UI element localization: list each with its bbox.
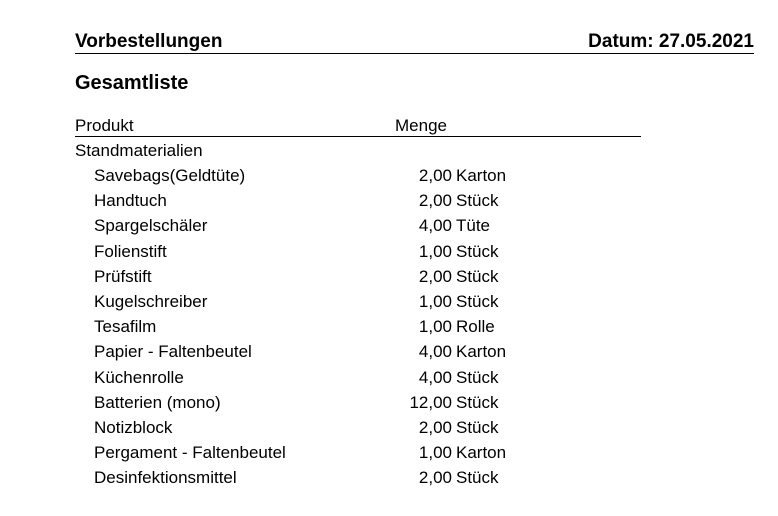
item-name: Desinfektionsmittel <box>94 468 237 488</box>
item-unit: Stück <box>456 191 499 211</box>
item-name: Prüfstift <box>94 266 152 286</box>
item-amount: 2,00 <box>418 468 452 488</box>
item-amount: 2,00 <box>418 166 452 185</box>
list-item <box>0 342 778 367</box>
item-name: Batterien (mono) <box>94 392 221 412</box>
item-amount: 1,00 <box>418 291 452 311</box>
list-item <box>0 267 778 292</box>
column-header-quantity: Menge <box>395 116 447 135</box>
list-item <box>0 418 778 443</box>
category-label: Standmaterialien <box>75 141 203 160</box>
item-name: Küchenrolle <box>94 367 184 387</box>
item-amount: 1,00 <box>418 241 452 261</box>
list-item <box>0 443 778 468</box>
list-item <box>0 166 778 191</box>
item-unit: Karton <box>456 342 507 362</box>
item-unit: Stück <box>456 367 499 387</box>
item-amount: 4,00 <box>418 367 452 387</box>
item-amount: 1,00 <box>418 443 452 463</box>
header-divider <box>75 53 754 54</box>
item-amount: 2,00 <box>418 417 452 437</box>
item-unit: Stück <box>456 392 499 412</box>
column-header-divider <box>75 136 641 137</box>
item-name: Folienstift <box>94 241 167 261</box>
item-unit: Stück <box>456 241 499 261</box>
list-item <box>0 242 778 267</box>
item-unit: Karton <box>456 443 507 463</box>
list-item <box>0 191 778 216</box>
list-item <box>0 216 778 241</box>
item-unit: Stück <box>456 468 499 488</box>
item-amount: 2,00 <box>418 266 452 286</box>
item-name: Papier - Faltenbeutel <box>94 342 252 362</box>
item-name: Handtuch <box>94 191 167 211</box>
list-item <box>0 368 778 393</box>
item-name: Savebags(Geldtüte) <box>94 166 246 185</box>
item-amount: 12,00 <box>409 392 452 412</box>
item-amount: 2,00 <box>418 191 452 211</box>
item-name: Kugelschreiber <box>94 291 208 311</box>
item-amount: 4,00 <box>418 342 452 362</box>
item-amount: 1,00 <box>418 317 452 337</box>
item-amount: 4,00 <box>418 216 452 236</box>
item-unit: Rolle <box>456 317 495 337</box>
list-item <box>0 317 778 342</box>
list-item <box>0 468 778 493</box>
column-header-product: Produkt <box>75 116 134 135</box>
item-unit: Stück <box>456 291 499 311</box>
item-name: Pergament - Faltenbeutel <box>94 443 286 463</box>
report-date: Datum: 27.05.2021 <box>588 31 754 52</box>
item-unit: Stück <box>456 417 499 437</box>
list-subtitle: Gesamtliste <box>75 72 189 94</box>
list-item <box>0 292 778 317</box>
item-name: Notizblock <box>94 417 173 437</box>
item-unit: Tüte <box>456 216 491 236</box>
item-name: Tesafilm <box>94 317 157 337</box>
item-name: Spargelschäler <box>94 216 208 236</box>
report-title: Vorbestellungen <box>75 31 223 52</box>
item-list <box>0 166 778 493</box>
list-item <box>0 393 778 418</box>
item-unit: Stück <box>456 266 499 286</box>
item-unit: Karton <box>456 166 507 185</box>
